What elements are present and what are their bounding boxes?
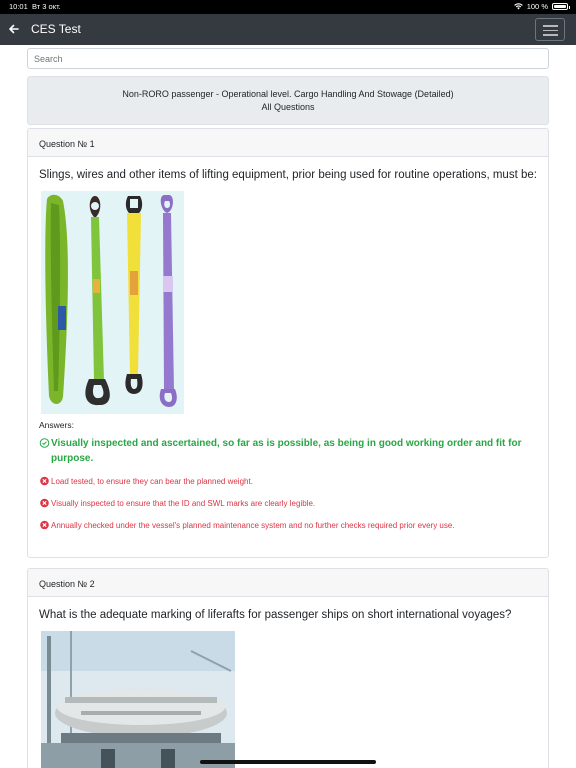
hamburger-button[interactable]	[535, 18, 565, 41]
question-text: Slings, wires and other items of lifting equipment, prior being used for routine operations, must be:	[39, 169, 537, 181]
answer-correct	[39, 436, 537, 466]
status-bar	[0, 0, 576, 14]
test-header	[27, 76, 549, 125]
battery-icon	[552, 3, 568, 10]
x-circle-icon	[39, 498, 50, 508]
hamburger-icon	[543, 25, 558, 27]
hamburger-line	[543, 34, 558, 36]
home-indicator[interactable]	[200, 760, 376, 764]
x-circle-icon	[39, 476, 50, 486]
status-time: 10:01	[9, 2, 28, 11]
answers-label: Answers:	[39, 420, 74, 430]
answer-text: Visually inspected and ascertained, so far as is possible, as being in good working order and fit for purpose.	[51, 438, 522, 464]
check-circle-icon	[39, 438, 50, 448]
answer-wrong	[39, 475, 537, 488]
test-title: Non-RORO passenger - Operational level. Cargo Handling And Stowage (Detailed)	[122, 89, 454, 99]
answer-wrong	[39, 519, 537, 532]
search-input[interactable]	[27, 48, 549, 69]
nav-title: CES Test	[31, 22, 81, 36]
navbar	[0, 14, 576, 45]
battery-percent: 100 %	[526, 2, 548, 11]
question-card	[27, 128, 549, 558]
answer-text: Visually inspected to ensure that the ID and SWL marks are clearly legible.	[51, 499, 316, 508]
x-circle-icon	[39, 520, 50, 530]
slings-illustration	[41, 191, 184, 414]
question-text: What is the adequate marking of liferafts for passenger ships on short international voyages?	[39, 609, 512, 621]
question-number: Question № 2	[28, 569, 548, 597]
question-image	[41, 631, 235, 768]
status-date: Вт 3 окт.	[32, 2, 61, 11]
answer-text: Load tested, to ensure they can bear the planned weight.	[51, 477, 253, 486]
liferaft-illustration	[41, 631, 235, 768]
status-right	[514, 2, 568, 11]
test-subtitle: All Questions	[261, 102, 315, 112]
wifi-icon	[514, 3, 523, 10]
back-arrow-icon[interactable]	[5, 20, 23, 38]
question-card	[27, 568, 549, 768]
answer-text: Annually checked under the vessel's planned maintenance system and no further checks required prior every use.	[51, 521, 455, 530]
answer-wrong	[39, 497, 537, 510]
question-number: Question № 1	[28, 129, 548, 157]
hamburger-line	[543, 30, 558, 32]
question-image	[41, 191, 184, 414]
